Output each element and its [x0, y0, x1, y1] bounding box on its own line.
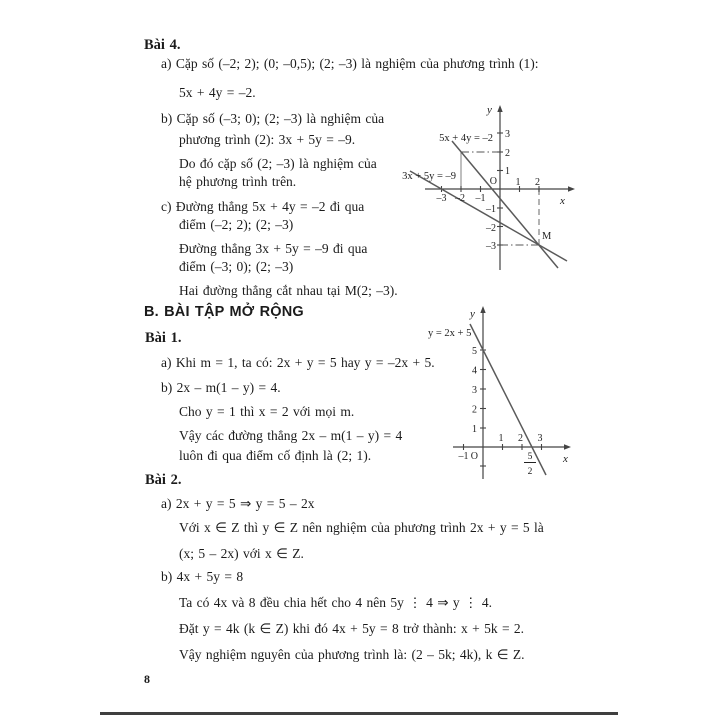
bai2-a-line3: (x; 5 – 2x) với x ∈ Z. — [179, 546, 304, 561]
origin-label: O — [470, 451, 478, 462]
bai4-b-line2: phương trình (2): 3x + 5y = –9. — [179, 132, 356, 147]
bai4-b-line4: hệ phương trình trên. — [179, 174, 297, 189]
bai1-b-line2: Cho y = 1 thì x = 2 với mọi m. — [179, 404, 355, 419]
bai2-a-line2: Với x ∈ Z thì y ∈ Z nên nghiệm của phương trình 2x + y = 5 là — [179, 520, 544, 535]
bai4-a-line1: a) Cặp số (–2; 2); (0; –0,5); (2; –3) là nghiệm của phương trình (1): — [161, 56, 539, 71]
y-tick-neg3: –3 — [486, 241, 496, 252]
line1-equation-label: 5x + 4y = –2 — [439, 133, 493, 144]
bai2-b-line2: Ta có 4x và 8 đều chia hết cho 4 nên 5y ⋮ 4 ⇒ y ⋮ 4. — [179, 595, 493, 610]
fraction-denominator: 2 — [527, 467, 533, 477]
footer-bar — [100, 712, 618, 715]
x-tick-2: 2 — [535, 177, 540, 188]
bai1-heading: Bài 1. — [145, 330, 182, 346]
x-tick-3: 3 — [537, 433, 543, 444]
y-tick-2: 2 — [505, 148, 510, 159]
x-tick-2: 2 — [518, 433, 523, 444]
x-axis-label: x — [560, 195, 565, 207]
x-axis-arrow-icon — [568, 186, 575, 191]
y-tick-neg2: –2 — [486, 223, 496, 234]
bai2-b-line4: Vậy nghiệm nguyên của phương trình là: (2 – 5k; 4k), k ∈ Z. — [179, 647, 525, 662]
y-axis-arrow-icon — [480, 306, 485, 313]
bai4-heading: Bài 4. — [144, 37, 181, 53]
y-tick-1: 1 — [505, 166, 510, 177]
bai1-b-line3: Vậy các đường thẳng 2x – m(1 – y) = 4 — [179, 428, 403, 443]
x-tick-neg1: –1 — [475, 193, 486, 204]
line-y-2x-5 — [470, 324, 546, 475]
line-equation-label: y = 2x + 5 — [428, 328, 472, 339]
bai4-b-line1: b) Cặp số (–3; 0); (2; –3) là nghiệm của — [161, 111, 385, 126]
y-axis-arrow-icon — [497, 105, 502, 112]
y-tick-neg1: –1 — [486, 204, 496, 215]
bai4-c-line1: c) Đường thẳng 5x + 4y = –2 đi qua — [161, 199, 365, 214]
x-axis-arrow-icon — [564, 444, 571, 449]
x-axis-label: x — [563, 453, 568, 465]
bai4-c-line5: Hai đường thẳng cắt nhau tại M(2; –3). — [179, 283, 398, 298]
bai4-c-line4: điểm (–3; 0); (2; –3) — [179, 259, 294, 274]
bai2-b-line1: b) 4x + 5y = 8 — [161, 569, 244, 584]
graph-line-bai1 — [420, 300, 580, 485]
bai1-b-line4: luôn đi qua điểm cố định là (2; 1). — [179, 448, 372, 463]
x-tick-1: 1 — [498, 433, 504, 444]
point-m-label: M — [542, 231, 552, 242]
page-number: 8 — [144, 672, 150, 686]
y-tick-1: 1 — [472, 424, 477, 435]
bai4-b-line3: Do đó cặp số (2; –3) là nghiệm của — [179, 156, 377, 171]
y-axis-label: y — [470, 308, 475, 320]
y-tick-3: 3 — [472, 385, 477, 396]
bai1-a-line1: a) Khi m = 1, ta có: 2x + y = 5 hay y = –2x + 5. — [161, 355, 435, 370]
bai4-c-line3: Đường thẳng 3x + 5y = –9 đi qua — [179, 241, 368, 256]
y-tick-5: 5 — [472, 346, 477, 357]
origin-label: O — [489, 176, 497, 187]
bai4-c-line2: điểm (–2; 2); (2; –3) — [179, 217, 294, 232]
y-tick-4: 4 — [472, 365, 477, 377]
section-b-heading: B. BÀI TẬP MỞ RỘNG — [144, 304, 304, 320]
y-tick-3: 3 — [505, 129, 510, 140]
bai1-b-line1: b) 2x – m(1 – y) = 4. — [161, 380, 281, 395]
fraction-numerator: 5 — [527, 452, 533, 462]
bai2-b-line3: Đặt y = 4k (k ∈ Z) khi đó 4x + 5y = 8 trở thành: x + 5k = 2. — [179, 621, 525, 636]
line2-equation-label: 3x + 5y = –9 — [402, 171, 456, 182]
bai2-heading: Bài 2. — [145, 472, 182, 488]
x-tick-1: 1 — [515, 177, 521, 188]
x-intercept-fraction — [524, 452, 536, 477]
x-tick-neg1: –1 — [458, 451, 469, 462]
y-axis-label: y — [487, 104, 492, 116]
graph-linear-system — [400, 100, 580, 285]
bai2-a-line1: a) 2x + y = 5 ⇒ y = 5 – 2x — [161, 496, 315, 511]
x-tick-neg2: –2 — [455, 193, 465, 204]
y-tick-2: 2 — [472, 404, 477, 416]
x-tick-neg3: –3 — [436, 193, 447, 204]
bai4-a-line2: 5x + 4y = –2. — [179, 85, 256, 100]
